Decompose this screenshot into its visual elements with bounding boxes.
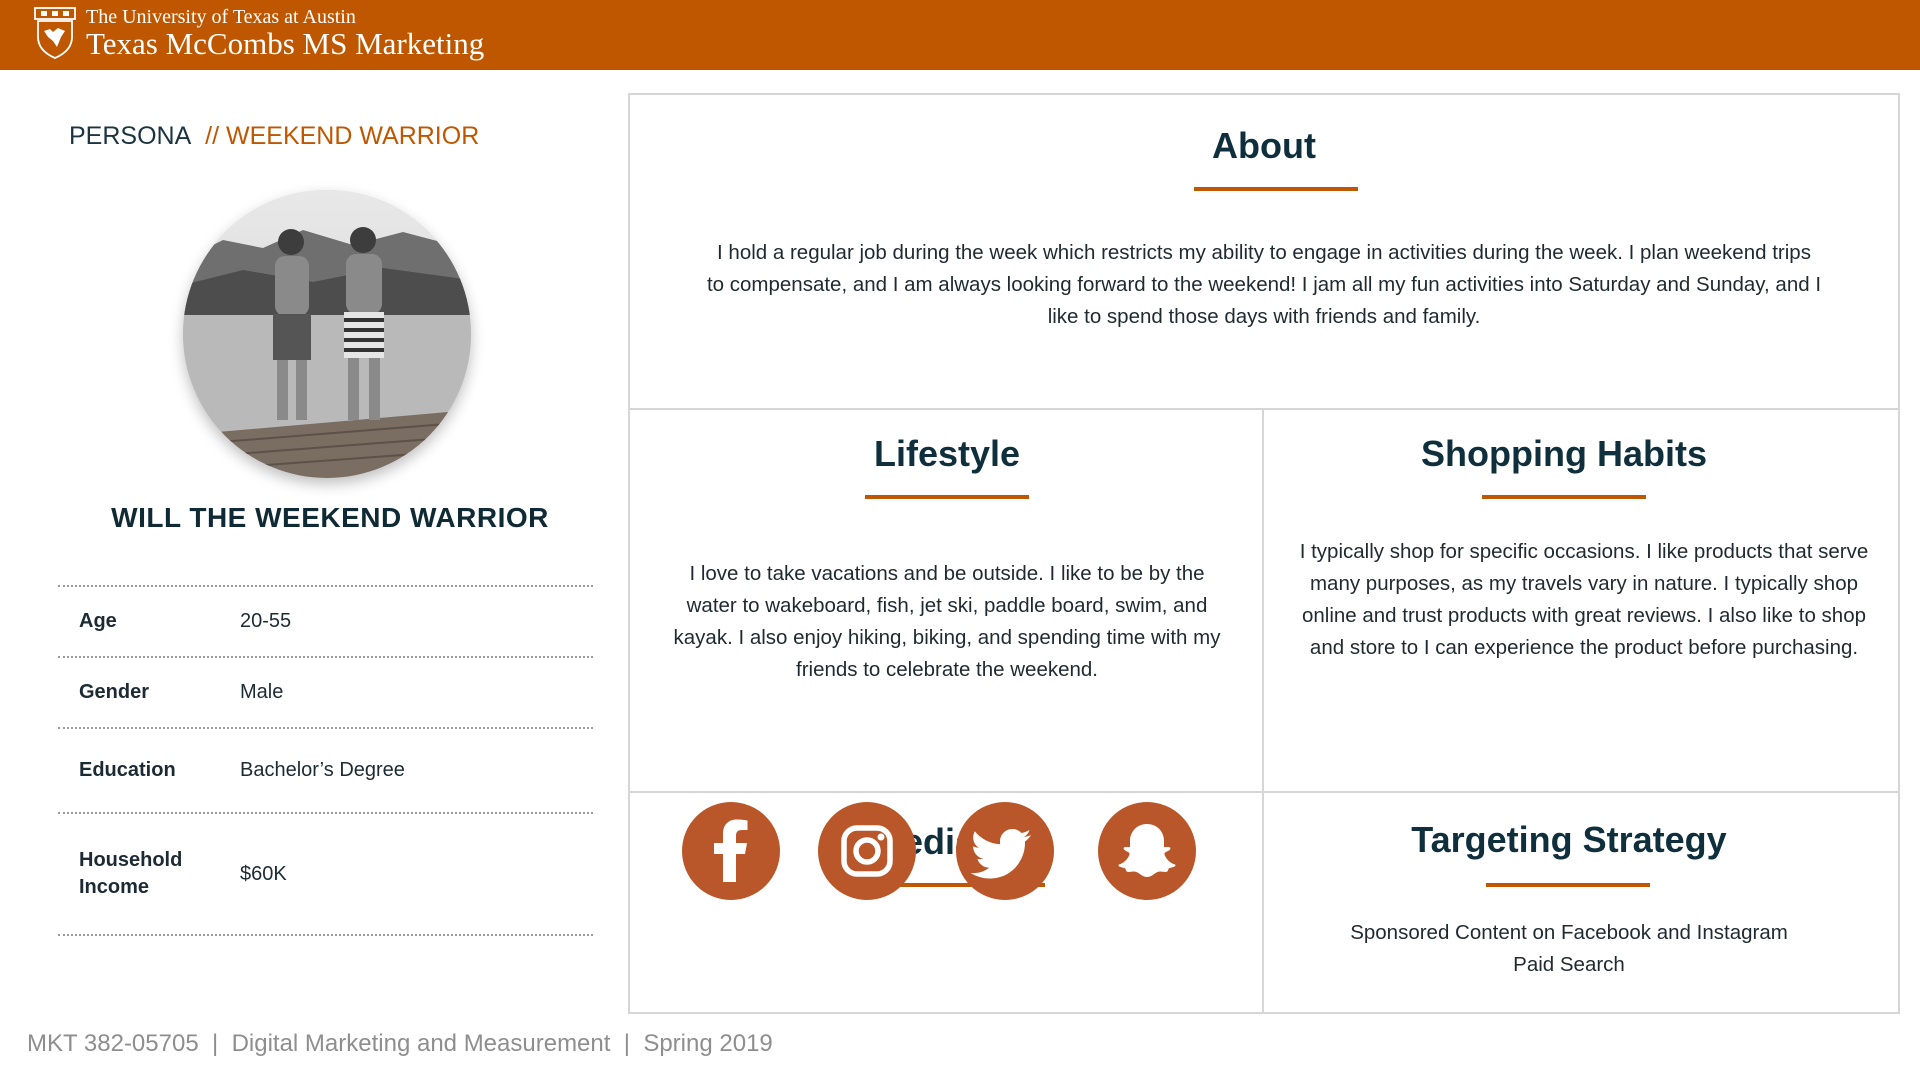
attribute-value: Male <box>240 681 284 703</box>
course-footer: MKT 382-05705 | Digital Marketing and Measurement | Spring 2019 <box>27 1030 773 1057</box>
targeting-strategy-section <box>1264 793 1898 1012</box>
targeting-line: Paid Search <box>1513 953 1625 976</box>
attribute-row-age <box>58 585 593 656</box>
targeting-strategy-underline <box>1486 883 1650 887</box>
snapchat-icon[interactable] <box>1098 802 1196 900</box>
media-icons <box>628 802 1262 902</box>
targeting-line: Sponsored Content on Facebook and Instagram <box>1350 921 1788 944</box>
shopping-habits-section <box>1264 410 1898 793</box>
ut-shield-icon <box>34 7 76 59</box>
twitter-icon[interactable] <box>956 802 1054 900</box>
facebook-icon[interactable] <box>682 802 780 900</box>
about-underline <box>1194 187 1358 191</box>
attribute-row-household-income <box>58 812 593 936</box>
shopping-habits-title: Shopping Habits <box>1421 433 1707 474</box>
attribute-value: 20-55 <box>240 610 292 632</box>
attribute-label: Gender <box>79 681 150 703</box>
about-title: About <box>1212 125 1316 166</box>
persona-name: WILL THE WEEKEND WARRIOR <box>111 502 549 533</box>
lifestyle-section <box>630 410 1264 793</box>
shopping-habits-body: I typically shop for specific occasions. I like products that serve many purposes, as my travels vary in nature. I typically shop online and trust products with great reviews. I also like to shop and store to I can experience the product before purchasing. <box>1299 540 1869 659</box>
attribute-value: Bachelor’s Degree <box>240 759 405 781</box>
attribute-row-gender <box>58 656 593 727</box>
about-section <box>630 95 1898 410</box>
instagram-icon[interactable] <box>818 802 916 900</box>
shopping-habits-underline <box>1482 495 1646 499</box>
targeting-strategy-body <box>1264 917 1874 981</box>
about-body: I hold a regular job during the week which restricts my ability to engage in activities during the week. I plan weekend trips to compensate, and I am always looking forward to the weekend! I jam all my fun activities into Saturday and Sunday, and I like to spend those days with friends and family. <box>706 241 1822 328</box>
university-name: The University of Texas at Austin <box>86 6 356 28</box>
attribute-label: Household Income <box>79 849 183 898</box>
attribute-row-education <box>58 727 593 812</box>
program-name: Texas McCombs MS Marketing <box>86 26 485 61</box>
attribute-value: $60K <box>240 862 287 885</box>
persona-photo <box>183 190 471 478</box>
persona-heading <box>69 122 479 151</box>
persona-label: PERSONA <box>69 122 192 150</box>
lifestyle-title: Lifestyle <box>873 433 1021 474</box>
lifestyle-underline <box>865 495 1029 499</box>
persona-attributes-table <box>58 585 593 936</box>
media-use-title: Media <box>872 821 975 862</box>
persona-tag: // WEEKEND WARRIOR <box>205 122 480 150</box>
header-bar <box>0 0 1920 70</box>
lifestyle-body: I love to take vacations and be outside. I like to be by the water to wakeboard, fish, jet ski, paddle board, swim, and kayak. I also enjoy hiking, biking, and spending time with my friends to celebrate the weekend. <box>673 562 1221 681</box>
attribute-label: Age <box>79 610 117 632</box>
attribute-label: Education <box>79 759 176 781</box>
targeting-strategy-title: Targeting Strategy <box>1411 819 1727 860</box>
